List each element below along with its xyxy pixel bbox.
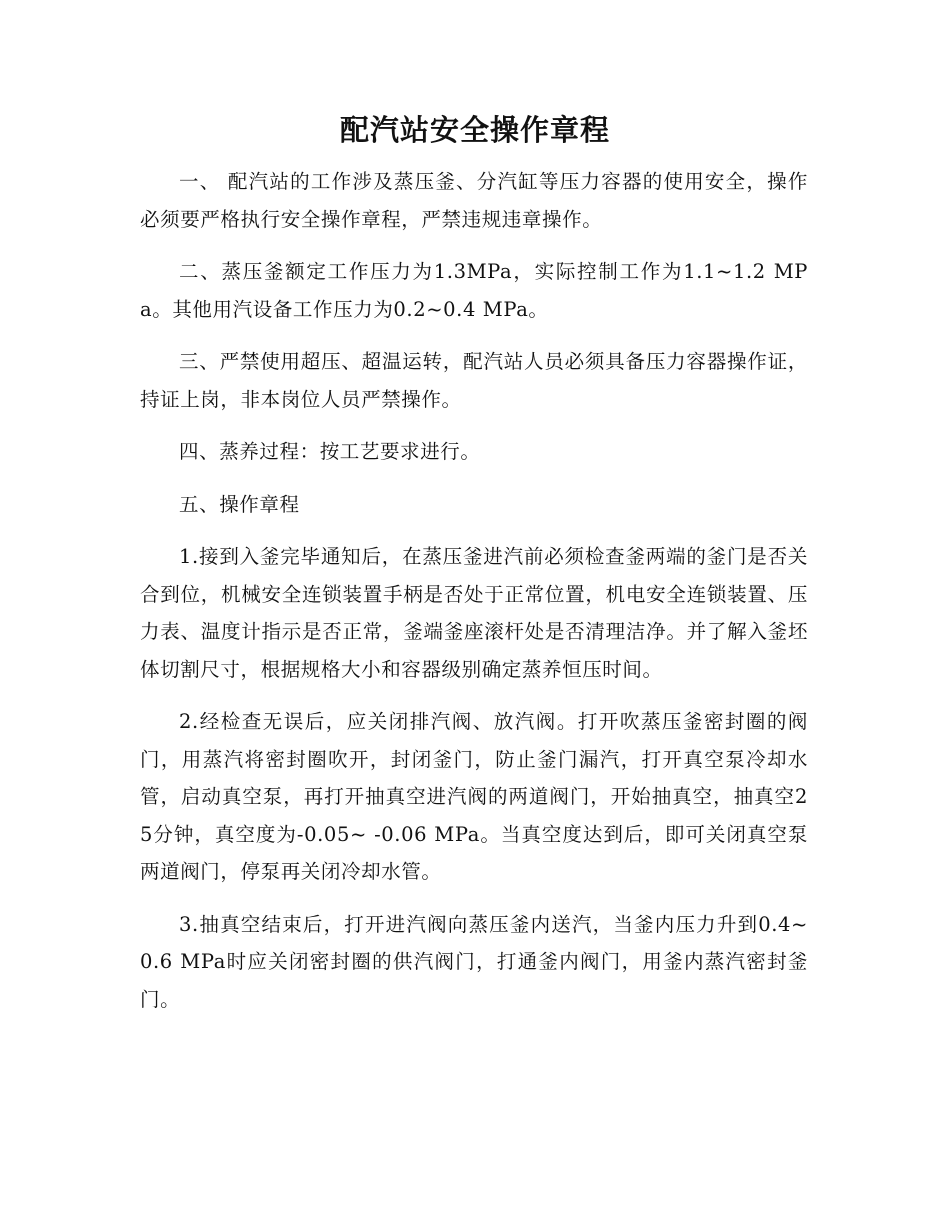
- paragraph-8: 3.抽真空结束后，打开进汽阀向蒸压釜内送汽，当釜内压力升到0.4~0.6 MPa时应关闭密封圈的供汽阀门，打通釜内阀门，用釜内蒸汽密封釜门。: [140, 912, 808, 1011]
- paragraph-2: 二、蒸压釜额定工作压力为1.3MPa，实际控制工作为1.1~1.2 MPa。其他用汽设备工作压力为0.2~0.4 MPa。: [140, 260, 808, 321]
- paragraph-5: 五、操作章程: [179, 492, 300, 516]
- paragraph-3: 三、严禁使用超压、超温运转，配汽站人员必须具备压力容器操作证，持证上岗，非本岗位人员严禁操作。: [140, 350, 808, 411]
- paragraph-7: 2.经检查无误后，应关闭排汽阀、放汽阀。打开吹蒸压釜密封圈的阀门，用蒸汽将密封圈吹开，封闭釜门，防止釜门漏汽，打开真空泵冷却水管，启动真空泵，再打开抽真空进汽阀的两道阀门，开始抽真空，抽真空25分钟，真空度为-0.05~ -0.06 MPa。当真空度达到后，即可关闭真空泵两道阀门，停泵再关闭冷却水管。: [140, 710, 808, 883]
- paragraph-1: 一、 配汽站的工作涉及蒸压釜、分汽缸等压力容器的使用安全，操作必须要严格执行安全操作章程，严禁违规违章操作。: [140, 170, 808, 231]
- document-title: 配汽站安全操作章程: [339, 113, 610, 147]
- document-body: [140, 163, 808, 1033]
- paragraph-4: 四、蒸养过程：按工艺要求进行。: [179, 440, 481, 463]
- paragraph-6: 1.接到入釜完毕通知后，在蒸压釜进汽前必须检查釜两端的釜门是否关合到位，机械安全连锁装置手柄是否处于正常位置，机电安全连锁装置、压力表、温度计指示是否正常，釜端釜座滚杆处是否清理洁净。并了解入釜坯体切割尺寸，根据规格大小和容器级别确定蒸养恒压时间。: [140, 545, 808, 681]
